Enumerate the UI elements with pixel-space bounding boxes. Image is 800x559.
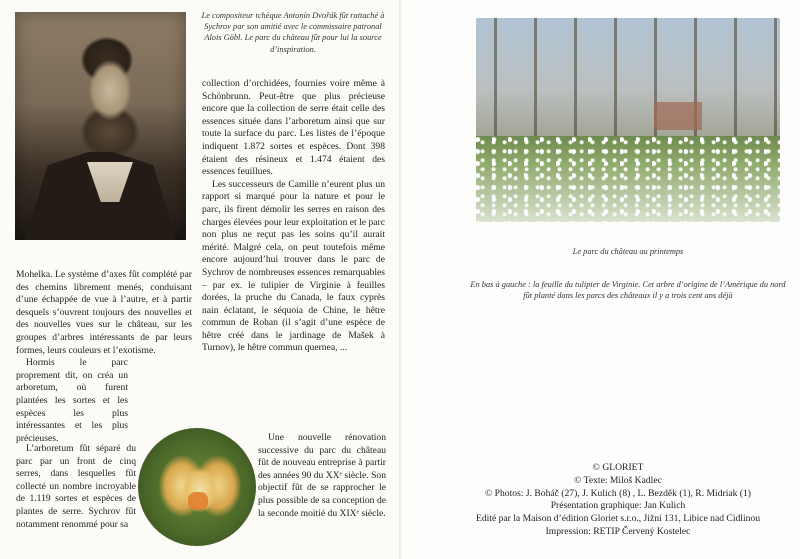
page-fold xyxy=(399,0,401,559)
credits-graphic: Présentation graphique: Jan Kulich xyxy=(550,500,686,512)
middle-paragraph-3: Une nouvelle rénovation successive du parc du château fût de nouveau entreprise à partir des années 90 du XXᵉ siècle. Son objectif fût de se rapprocher le plus possible de sa conception de la seconde moitié du XIXᵉ siècle. xyxy=(258,432,386,519)
credits-publisher: Edité par la Maison d’édition Gloriet s.r.o., Jižní 131, Libice nad Cidlinou xyxy=(475,513,761,525)
tulip-caption: En bas à gauche : la feuille du tulipier de Virginie. Cet arbre d’origine de l’Amérique du nord fût planté dans les parcs des châteaux il y a trois cent ans déjà xyxy=(470,280,786,301)
middle-paragraph-2: Les successeurs de Camille n’eurent plus un rapport si marqué pour la nature et pour le parc, ils firent démolir les serres en raison des charges élevées pour leur exploitation et le parc non plus ne reçut pas les soins qu’il aurait mérité. Malgré cela, on peut toutefois même encore aujourd’hui trouver dans le parc de Sychrov de nombreuses essences remarquables – par ex. le tulipier de Virginie à feuilles dorées, la pruche du Canada, le faux cyprès nain éclatant, le séquoia de Chine, le hêtre commun de Rohan (il s’agit d’une espèce de hêtre créé dans le jardinage de Mašek à Turnov), le hêtre commun quernea, ... xyxy=(202,178,385,354)
middle-bottom-text xyxy=(258,432,386,520)
dvorak-portrait-photo xyxy=(15,12,186,240)
photo-caption: Le parc du château au printemps xyxy=(572,247,684,256)
left-paragraph-2: Hormis le parc proprement dit, on créa un arboretum, où furent plantées les sortes et les espèces les plus intéressantes et les plus précieuses. xyxy=(16,357,128,444)
credits-text: © Texte: Miloš Kadlec xyxy=(574,474,662,486)
credits-block xyxy=(440,462,796,539)
tulip-flower-photo xyxy=(138,428,256,546)
credits-photos: © Photos: J. Boháč (27), J. Kulich (8) , L. Bezděk (1), R. Midriak (1) xyxy=(484,487,751,499)
left-bottom-text xyxy=(16,443,136,531)
tulip-center xyxy=(188,492,208,510)
left-text-column xyxy=(16,269,192,445)
middle-paragraph-1: collection d’orchidées, fournies voire même à Schönbrunn. Peut-être que plus précieuse encore que la collection de serre était celle des essences située dans l’arboretum ainsi que sur toute la surface du parc. Les listes de l’époque indiquent 1.872 sortes et espèces. Dont 398 étaient des résineux et 1.474 étaient des essences feuillues. xyxy=(202,78,385,178)
photo-chateau xyxy=(654,102,702,130)
credits-print: Impression: RETIP Červený Kostelec xyxy=(545,525,691,537)
credits-copyright: © GLORIET xyxy=(592,462,644,473)
left-paragraph-3: L’arboretum fût séparé du parc par un front de cinq serres, dans lesquelles fût collecté un nombre incroyable de 1.119 sortes et espèces de plantes de serre. Sychrov fût notamment renommé pour sa xyxy=(16,443,136,530)
photo-anemones xyxy=(476,136,780,222)
spring-park-photo xyxy=(476,18,780,222)
middle-text-column xyxy=(202,78,385,355)
left-paragraph-1: Mohelka. Le système d’axes fût complété par des chemins librement menés, conduisant d’une échappée de vue à l’autre, et à partir desquels s’ouvrent toujours des nouvelles et des nouvelles vues sur le château, sur les groupes d’arbres intéressants de par leurs formes, leurs couleurs et l’exotisme. xyxy=(16,269,192,356)
portrait-caption: Le compositeur tchèque Antonín Dvořák fût rattaché à Sychrov par son amitié avec le commissaire patronal Alois Göbl. Le parc du château fût pour lui la source d’inspiration. xyxy=(201,11,385,54)
